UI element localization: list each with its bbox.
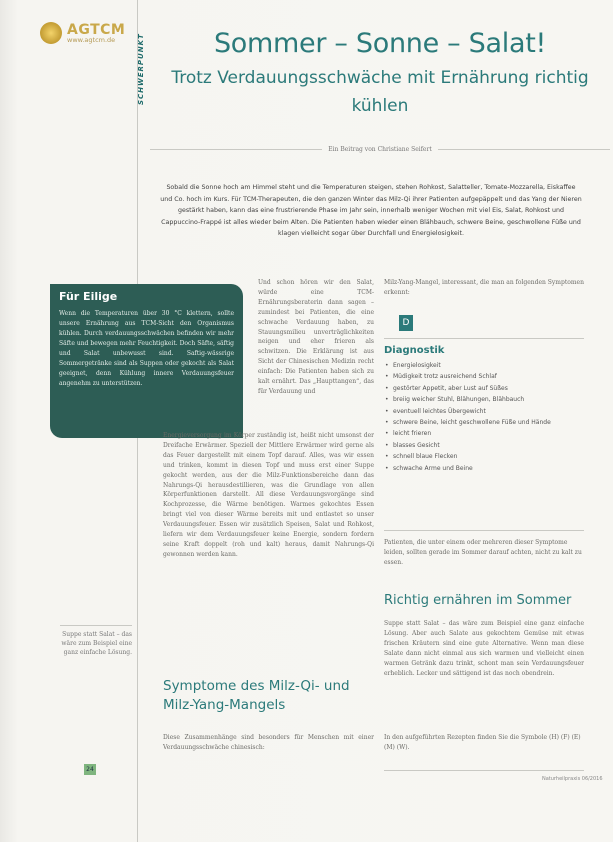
byline-rule-left bbox=[150, 149, 322, 150]
body-column-right-symbols: In den aufgeführten Rezepten finden Sie die Symbole (H) (F) (E) (M) (W). bbox=[384, 734, 581, 751]
body-column-right-top: Milz-Yang-Mangel, interessant, die man an folgenden Symptomen erkennt: bbox=[384, 279, 584, 296]
byline-text: Ein Beitrag von Christiane Seifert bbox=[328, 146, 432, 153]
body-column-right-low: Suppe statt Salat – das wäre zum Beispiel eine ganz einfache Lösung. Aber auch Salate aus gekochtem Gemüse mit etwas frischen Kräutern sind eine gute Alternative. Wenn man diese Salate dann nicht einmal aus sich warmen und vielleicht einen warmen Getränk dazu trinkt, schont man sein Verdauungsfeuer erheblich. Lecker und sättigend ist das noch obendrein. bbox=[384, 620, 584, 677]
fuer-eilige-text: Wenn die Temperaturen über 30 °C klettern, sollte unsere Ernährung aus TCM-Sicht den Organismus kühlen. Durch verdauungsschwächen befinden wir mehr Säfte und bewegen mehr Feuchtigkeit. Doch Säfte, säftig und Salat unbewusst sind. Saftig-wässrige Sommergetränke sind als Suppen oder gekocht als Salat geeignet, denn Kühlung innere Verdauungsfeuer angenehm zu unterstützen. bbox=[59, 310, 234, 387]
list-item: • Müdigkeit trotz ausreichend Schlaf bbox=[384, 372, 584, 383]
body-column-wide: Energieversorgung im Körper zuständig ist, heißt nicht umsonst der Dreifache Erwärmer. Speziell der Mittlere Erwärmer wird gerne als das Feuer dargestellt mit einem Topf darauf. Alles, was wir essen und trinken, kommt in diesen Topf und muss erst einer Suppe gekocht werden, aus der die Milz-Funktionsbereiche dann das Nahrungs-Qi herausdestillieren, was die Grundlage von allen Körperfunktionen darstellt. All diese Verdauungsvorgänge sind Kochprozesse, die Wärme benötigen. Warmes gekochtes Essen bringt viel von dieser Wärme bereits mit und entlastet so unser Verdauungsfeuer. Essen wir zusätzlich Speisen, Salat und Rohkost, liefern wir dem Verdauungsfeuer keine Energie, sondern fordern seine Kraft doppelt (roh und kalt) heraus, damit Nahrungs-Qi gewonnen werden kann. bbox=[163, 432, 374, 558]
body-column-symptoms: Diese Zusammenhänge sind besonders für Menschen mit einer Verdauungsschwäche chinesisch: bbox=[163, 734, 374, 751]
intro-paragraph: Sobald die Sonne hoch am Himmel steht und die Temperaturen steigen, stehen Rohkost, Salatteller, Tomate-Mozzarella, Eiskaffee und Co. hoch im Kurs. Für TCM-Therapeuten, die den ganzen Winter das Milz-Qi ihrer Patienten aufgepäppelt und das Yang der Nieren gestärkt haben, kann das eine frustrierende Phase im Jahr sein, innerhalb weniger Wochen mit viel Eis, Salat, Rohkost und Cappuccino-Frappé ist alles wieder beim Alten. Die Patienten haben wieder einen Blähbauch, schwere Beine, geschwollene Füße und klagen vielleicht sogar über Durchfall und Energielosigkeit. bbox=[160, 184, 582, 238]
article-subtitle: Trotz Verdauungsschwäche mit Ernährung richtig kühlen bbox=[171, 68, 589, 116]
list-item: • blasses Gesicht bbox=[384, 441, 584, 452]
list-item: • schwere Beine, leicht geschwollene Füße und Hände bbox=[384, 418, 584, 429]
diagnostik-list bbox=[384, 361, 584, 475]
fuer-eilige-box bbox=[50, 284, 243, 438]
list-item: • Energielosigkeit bbox=[384, 361, 584, 372]
logo-url: www.agtcm.de bbox=[67, 35, 116, 44]
diagnostik-rule-bottom bbox=[384, 530, 584, 531]
diagnostik-rule-top bbox=[384, 338, 584, 339]
list-item: • schnell blaue Flecken bbox=[384, 452, 584, 463]
diagnostik-title: Diagnostik bbox=[384, 345, 445, 356]
logo bbox=[40, 22, 125, 44]
footer-rule bbox=[384, 770, 584, 771]
pull-quote: Suppe statt Salat – das wäre zum Beispiel eine ganz einfache Lösung. bbox=[60, 625, 132, 657]
agtcm-logo-icon bbox=[40, 22, 62, 44]
fuer-eilige-title: Für Eilige bbox=[59, 290, 118, 303]
list-item: • gestörter Appetit, aber Lust auf Süßes bbox=[384, 384, 584, 395]
diagnostik-icon: D bbox=[399, 315, 413, 331]
byline-rule-right bbox=[438, 149, 610, 150]
body-column-middle: Und schon hören wir den Salat, würde eine TCM-Ernährungsberaterin dann sagen – zumindest bei Patienten, die eine schwache Verdauung haben, zu Stauungsmilieu unverträglichkeiten neigen und eher frieren als schwitzen. Die Erklärung ist aus Sicht der Chinesischen Medizin recht einfach: Die Patienten haben sich zu kalt ernährt. Das „Haupttangen“, das für Verdauung und bbox=[258, 279, 374, 395]
byline bbox=[150, 146, 610, 153]
richtig-ernaehren-heading: Richtig ernähren im Sommer bbox=[384, 593, 572, 608]
article-title: Sommer – Sonne – Salat! bbox=[213, 28, 547, 59]
body-column-right-mid: Patienten, die unter einem oder mehreren dieser Symptome leiden, sollten gerade im Sommer darauf achten, nicht zu kalt zu essen. bbox=[384, 539, 582, 566]
section-label: SCHWERPUNKT bbox=[137, 33, 145, 105]
list-item: • leicht frieren bbox=[384, 429, 584, 440]
list-item: • eventuell leichtes Übergewicht bbox=[384, 407, 584, 418]
footer-text: Naturheilpraxis 06/2016 bbox=[542, 776, 603, 782]
symptoms-heading: Symptome des Milz-Qi- und Milz-Yang-Mangels bbox=[163, 678, 350, 713]
page-number: 24 bbox=[84, 764, 96, 775]
logo-name: AGTCM bbox=[67, 21, 126, 38]
list-item: • breiig weicher Stuhl, Blähungen, Blähbauch bbox=[384, 395, 584, 406]
list-item: • schwache Arme und Beine bbox=[384, 464, 584, 475]
